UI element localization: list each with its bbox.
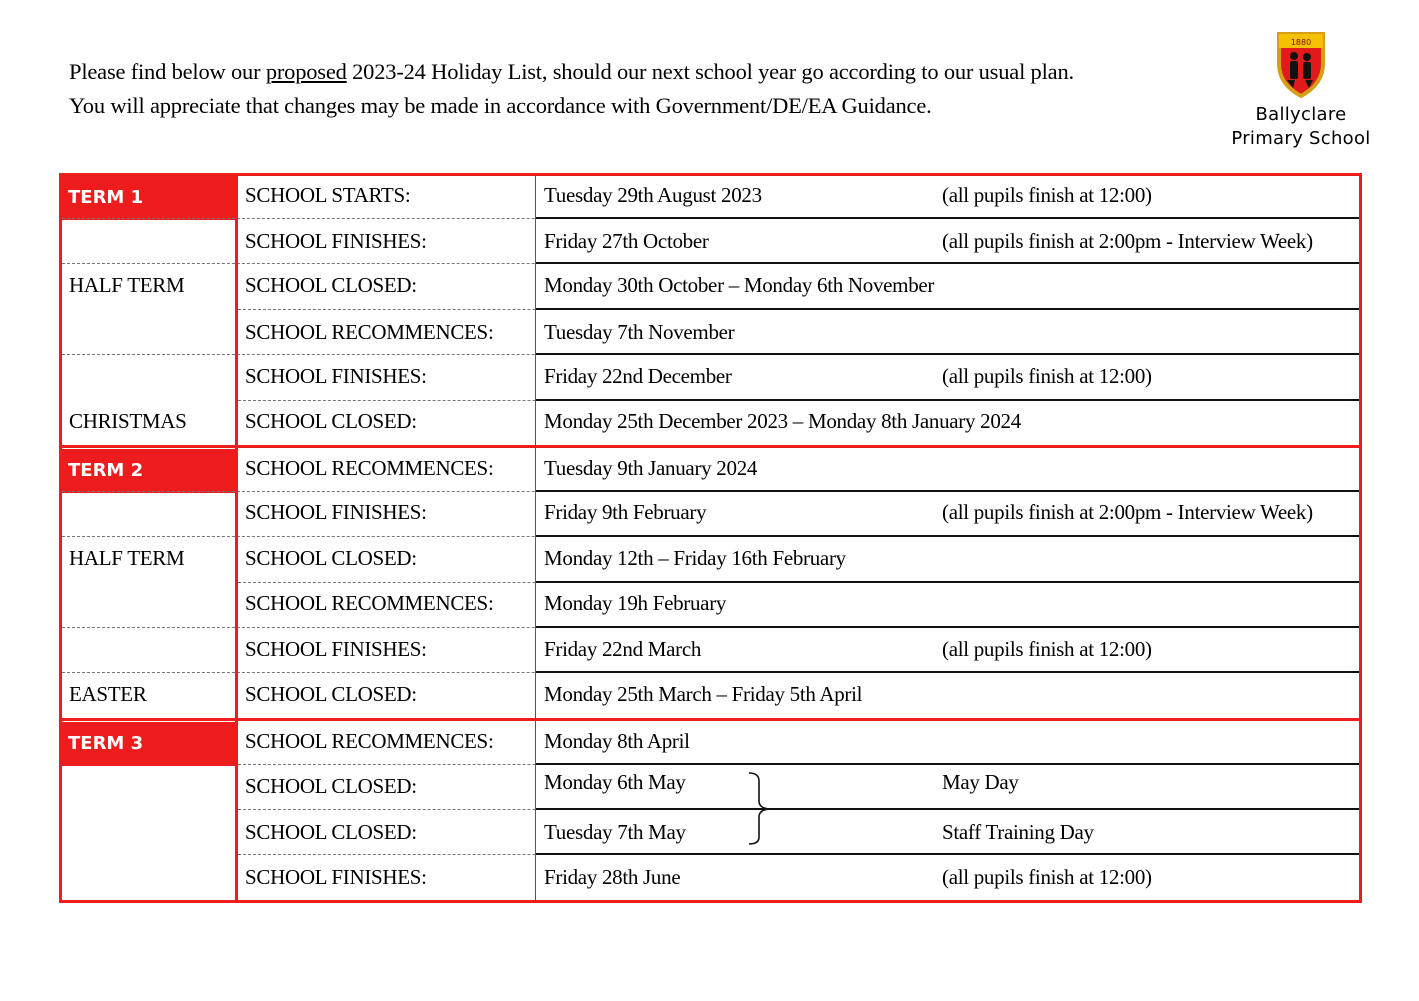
school-name-line-1: Ballyclare: [1255, 104, 1347, 125]
half-term-label-1: HALF TERM: [69, 273, 185, 297]
term1-row1-note: (all pupils finish at 12:00): [942, 183, 1152, 207]
term1-row1-event: SCHOOL STARTS:: [245, 183, 411, 207]
term1-row5-event: SCHOOL FINISHES:: [245, 364, 427, 388]
holiday-table: [59, 173, 1362, 903]
half-term-label-2: HALF TERM: [69, 546, 185, 570]
term3-row2-date: Monday 6th May: [544, 770, 686, 794]
term2-row3-event: SCHOOL CLOSED:: [245, 546, 417, 570]
term-3-label: TERM 3: [59, 722, 235, 766]
term1-row5-date: Friday 22nd December: [544, 364, 732, 388]
term-2-label: TERM 2: [59, 449, 235, 493]
school-name: [1222, 103, 1380, 151]
term2-row4-date: Monday 19h February: [544, 591, 727, 615]
table-border: [59, 173, 1362, 903]
term3-row1-event: SCHOOL RECOMMENCES:: [245, 729, 494, 753]
term2-row4-event: SCHOOL RECOMMENCES:: [245, 591, 494, 615]
term2-row5-date: Friday 22nd March: [544, 637, 702, 661]
term1-row6-event: SCHOOL CLOSED:: [245, 409, 417, 433]
christmas-label: CHRISTMAS: [69, 409, 187, 433]
term2-row1-event: SCHOOL RECOMMENCES:: [245, 456, 494, 480]
intro-line-1: [69, 55, 1074, 89]
term1-row2-event: SCHOOL FINISHES:: [245, 229, 427, 253]
term1-row3-event: SCHOOL CLOSED:: [245, 273, 417, 297]
term3-row3-note: Staff Training Day: [942, 820, 1094, 844]
term3-row4-date: Friday 28th June: [544, 865, 681, 889]
school-name-line-2: Primary School: [1231, 128, 1371, 149]
term2-row2-note: (all pupils finish at 2:00pm - Interview Week): [942, 500, 1313, 524]
term3-row1-date: Monday 8th April: [544, 729, 690, 753]
term2-row2-event: SCHOOL FINISHES:: [245, 500, 427, 524]
crest-year: 1880: [1290, 38, 1312, 47]
term2-row5-note: (all pupils finish at 12:00): [942, 637, 1152, 661]
term1-row2-date: Friday 27th October: [544, 229, 709, 253]
term2-row6-event: SCHOOL CLOSED:: [245, 682, 417, 706]
term1-row1-date: Tuesday 29th August 2023: [544, 183, 762, 207]
easter-label: EASTER: [69, 682, 147, 706]
term1-row6-date: Monday 25th December 2023 – Monday 8th January 2024: [544, 409, 1021, 433]
intro-line-1-start: Please find below our: [69, 59, 266, 84]
term-1-label: TERM 1: [59, 176, 235, 220]
term1-row2-note: (all pupils finish at 2:00pm - Interview Week): [942, 229, 1313, 253]
term3-row2-note: May Day: [942, 770, 1019, 794]
school-crest-icon: [1273, 26, 1329, 98]
term2-row3-date: Monday 12th – Friday 16th February: [544, 546, 846, 570]
school-logo: [1222, 26, 1380, 151]
intro-underlined-word: proposed: [265, 59, 347, 84]
intro-line-2: You will appreciate that changes may be made in accordance with Government/DE/EA Guidance.: [69, 93, 932, 118]
term2-row6-date: Monday 25th March – Friday 5th April: [544, 682, 863, 706]
term3-row3-event: SCHOOL CLOSED:: [245, 820, 417, 844]
term2-row2-date: Friday 9th February: [544, 500, 707, 524]
term1-row4-event: SCHOOL RECOMMENCES:: [245, 320, 494, 344]
term1-row3-date: Monday 30th October – Monday 6th November: [544, 273, 935, 297]
term1-row4-date: Tuesday 7th November: [544, 320, 735, 344]
intro-line-1-end: 2023-24 Holiday List, should our next school year go according to our usual plan.: [346, 59, 1074, 84]
term3-row4-note: (all pupils finish at 12:00): [942, 865, 1152, 889]
term3-row2-event: SCHOOL CLOSED:: [245, 774, 417, 798]
term3-row3-date: Tuesday 7th May: [544, 820, 686, 844]
term3-row4-event: SCHOOL FINISHES:: [245, 865, 427, 889]
term2-row1-date: Tuesday 9th January 2024: [544, 456, 758, 480]
term2-row5-event: SCHOOL FINISHES:: [245, 637, 427, 661]
intro-text: [69, 55, 1074, 123]
term1-row5-note: (all pupils finish at 12:00): [942, 364, 1152, 388]
